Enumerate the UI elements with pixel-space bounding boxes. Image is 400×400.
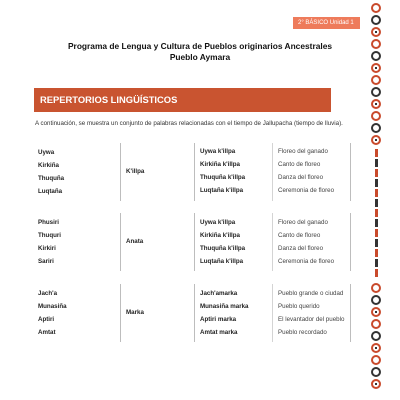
root-word: K'illpa — [126, 168, 145, 175]
section-header: REPERTORIOS LINGÜÍSTICOS — [34, 88, 331, 112]
root-word: Marka — [126, 309, 144, 316]
bead-ornament — [371, 319, 381, 329]
program-title: Programa de Lengua y Cultura de Pueblos originarios Ancestrales — [67, 41, 333, 51]
decorative-border-bottom — [368, 282, 384, 390]
compound-word: Uywa k'illpa — [200, 219, 236, 226]
bead-ornament — [371, 87, 381, 97]
stripe-ornament — [375, 199, 378, 207]
word: Kirkiña — [38, 162, 59, 169]
bead-ornament — [371, 99, 381, 109]
column-divider — [194, 143, 195, 201]
stripe-ornament — [375, 249, 378, 257]
word: Jach'a — [38, 290, 58, 297]
meaning: Pueblo recordado — [278, 329, 327, 336]
meaning: Pueblo querido — [278, 303, 320, 310]
bead-ornament — [371, 123, 381, 133]
bead-ornament — [371, 135, 381, 145]
meaning: Danza del floreo — [278, 174, 324, 181]
stripe-ornament — [375, 229, 378, 237]
column-divider — [120, 213, 121, 271]
stripe-ornament — [375, 179, 378, 187]
column-divider — [120, 284, 121, 342]
bead-ornament — [371, 307, 381, 317]
word: Aptiri — [38, 316, 55, 323]
stripe-ornament — [375, 219, 378, 227]
bead-ornament — [371, 15, 381, 25]
compound-word: Kirkiña k'illpa — [200, 161, 240, 168]
bead-ornament — [371, 27, 381, 37]
column-divider — [194, 213, 195, 271]
stripe-ornament — [375, 189, 378, 197]
word: Munasiña — [38, 303, 67, 310]
meaning: Ceremonia de floreo — [278, 258, 335, 265]
meaning: Canto de floreo — [278, 232, 321, 239]
meaning: Pueblo grande o ciudad — [278, 290, 344, 297]
stripe-ornament — [375, 209, 378, 217]
bead-ornament — [371, 63, 381, 73]
meaning: Floreo del ganado — [278, 148, 328, 155]
intro-text: A continuación, se muestra un conjunto de palabras relacionadas con el tiempo de Jallupacha (tiempo de lluvia). — [35, 120, 343, 127]
stripe-ornament — [375, 269, 378, 277]
meaning: Floreo del ganado — [278, 219, 328, 226]
compound-word: Luqtaña k'illpa — [200, 258, 244, 265]
bead-ornament — [371, 379, 381, 389]
people-title: Pueblo Aymara — [169, 52, 231, 62]
stripe-ornament — [375, 169, 378, 177]
stripe-ornament — [375, 159, 378, 167]
column-divider — [272, 143, 273, 201]
word: Kirkiri — [38, 245, 56, 252]
bead-ornament — [371, 111, 381, 121]
bead-ornament — [371, 331, 381, 341]
compound-word: Amtat marka — [200, 329, 238, 336]
word: Phusiri — [38, 219, 59, 226]
compound-word: Thuquña k'illpa — [200, 174, 246, 181]
bead-ornament — [371, 3, 381, 13]
meaning: Danza del floreo — [278, 245, 324, 252]
column-divider — [350, 213, 351, 271]
word: Thuquri — [38, 232, 62, 239]
column-divider — [120, 143, 121, 201]
grade-unit-badge: 2° BÁSICO Unidad 1 — [293, 17, 360, 29]
word: Uywa — [38, 149, 55, 156]
bead-ornament — [371, 355, 381, 365]
word: Thuquña — [38, 175, 65, 182]
compound-word: Thuquña k'illpa — [200, 245, 246, 252]
compound-word: Munasiña marka — [200, 303, 249, 310]
compound-word: Uywa k'illpa — [200, 148, 236, 155]
compound-word: Kirkiña k'illpa — [200, 232, 240, 239]
bead-ornament — [371, 343, 381, 353]
compound-word: Jach'amarka — [200, 290, 238, 297]
compound-word: Aptiri marka — [200, 316, 237, 323]
column-divider — [350, 284, 351, 342]
bead-ornament — [371, 367, 381, 377]
stripe-ornament — [375, 149, 378, 157]
stripe-ornament — [375, 259, 378, 267]
column-divider — [272, 213, 273, 271]
meaning: Canto de floreo — [278, 161, 321, 168]
bead-ornament — [371, 75, 381, 85]
compound-word: Luqtaña k'illpa — [200, 187, 244, 194]
stripe-ornament — [375, 239, 378, 247]
bead-ornament — [371, 295, 381, 305]
decorative-border-middle — [368, 148, 384, 278]
column-divider — [350, 143, 351, 201]
bead-ornament — [371, 283, 381, 293]
bead-ornament — [371, 39, 381, 49]
word: Luqtaña — [38, 188, 63, 195]
word: Amtat — [38, 329, 56, 336]
column-divider — [194, 284, 195, 342]
meaning: Ceremonia de floreo — [278, 187, 335, 194]
bead-ornament — [371, 51, 381, 61]
column-divider — [272, 284, 273, 342]
decorative-border-top — [368, 2, 384, 146]
word: Sariri — [38, 258, 54, 265]
root-word: Anata — [126, 238, 144, 245]
meaning: El levantador del pueblo — [278, 316, 345, 323]
